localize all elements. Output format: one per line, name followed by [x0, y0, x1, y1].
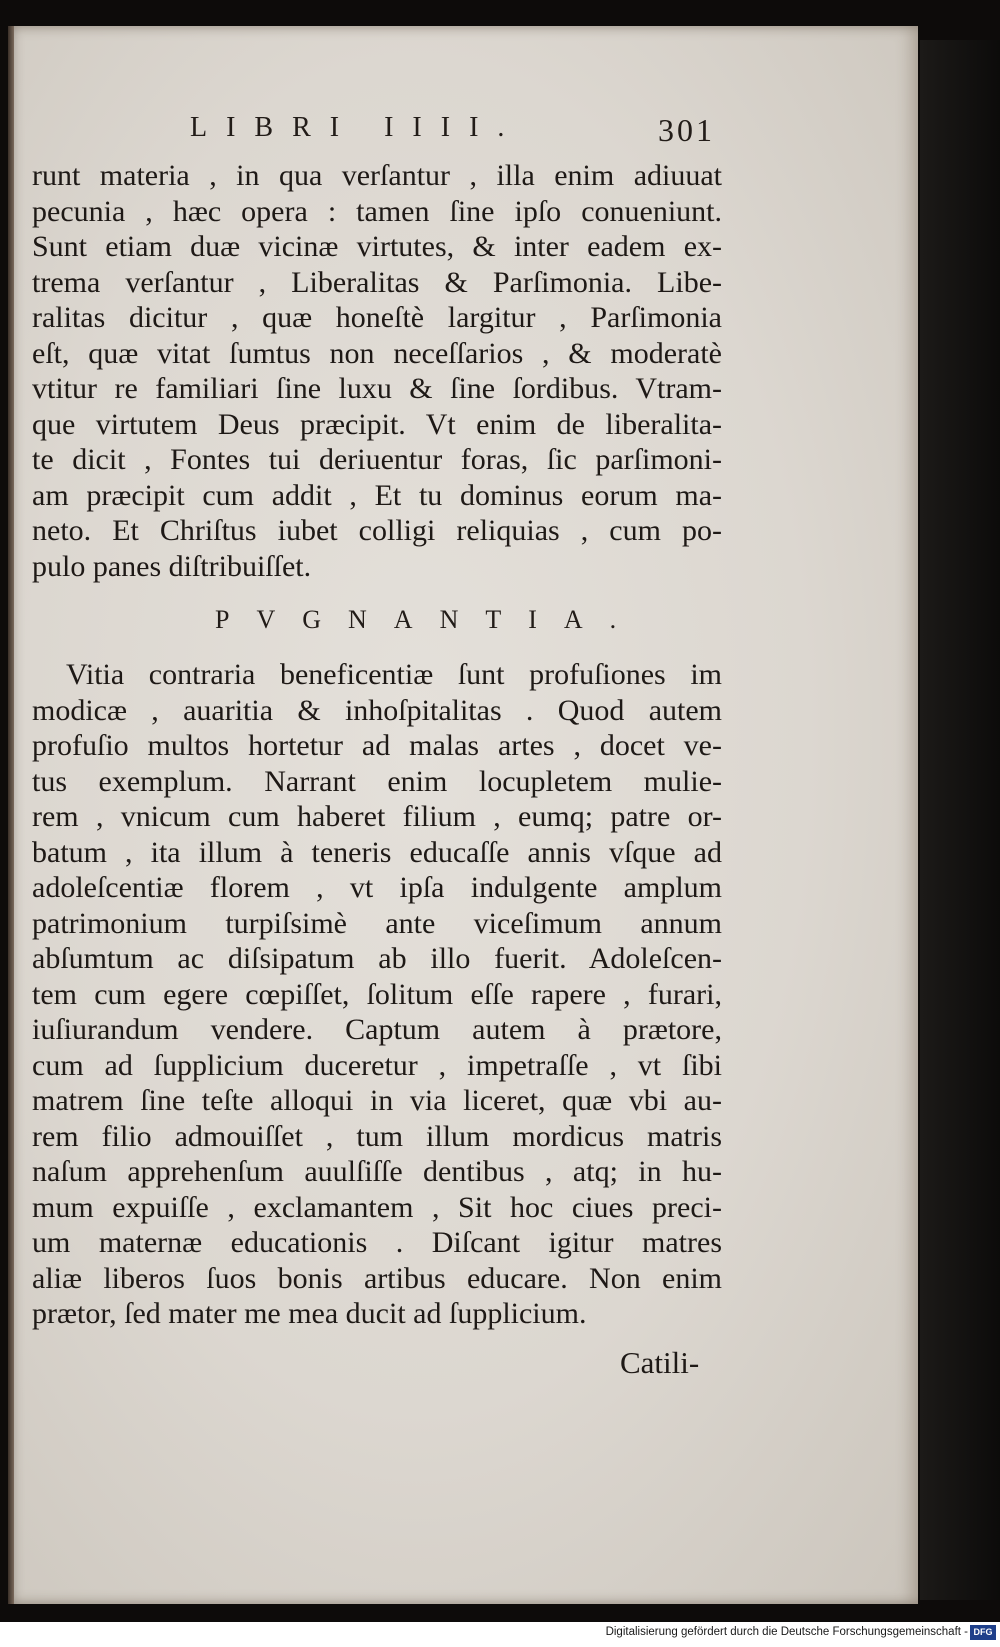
- text-line: tus exemplum. Narrant enim locupletem mulie-: [32, 764, 722, 798]
- text-line: adoleſcentiæ florem , vt ipſa indulgente amplum: [32, 871, 722, 904]
- text-line: runt materia , in qua verſantur , illa enim adiuuat: [32, 159, 722, 192]
- text-line: naſum apprehenſum auulſiſſe dentibus , atq; in hu-: [32, 1155, 722, 1188]
- text-line: ralitas dicitur , quæ honeſtè largitur , Parſimonia: [32, 301, 722, 334]
- book-edge-shadow: [920, 40, 1000, 1600]
- text-line: mum expuiſſe , exclamantem , Sit hoc ciues preci-: [32, 1190, 722, 1224]
- text-line: cum ad ſupplicium duceretur , impetraſſe , vt ſibi: [32, 1048, 722, 1082]
- text-line: Vitia contraria beneficentiæ ſunt profuſiones im: [66, 658, 722, 691]
- text-line: modicæ , auaritia & inhoſpitalitas . Quod autem: [32, 693, 722, 727]
- text-line: trema verſantur , Liberalitas & Parſimonia. Libe-: [32, 265, 722, 299]
- text-line: que virtutem Deus præcipit. Vt enim de liberalita-: [32, 407, 722, 441]
- section-heading: PVGNANTIA.: [215, 605, 644, 634]
- page-number: 301: [658, 112, 715, 148]
- dfg-logo: DFG: [970, 1625, 996, 1640]
- text-line: am præcipit cum addit , Et tu dominus eorum ma-: [32, 478, 722, 512]
- text-line: iuſiurandum vendere. Captum autem à prætore,: [32, 1013, 722, 1046]
- running-title: LIBRI IIII.: [190, 112, 524, 143]
- text-line: vtitur re familiari ſine luxu & ſine ſordibus. Vtram-: [32, 372, 722, 405]
- text-line: patrimonium turpiſsimè ante viceſimum annum: [32, 906, 722, 940]
- text-line: abſumtum ac diſsipatum ab illo fuerit. Adoleſcen-: [32, 942, 722, 975]
- page-gutter: [8, 26, 14, 1604]
- text-line: eſt, quæ vitat ſumtus non neceſſarios , & moderatè: [32, 336, 722, 370]
- funding-credit: Digitalisierung gefördert durch die Deutsche Forschungsgemeinschaft -: [605, 1626, 968, 1638]
- paragraph-two: [32, 657, 722, 1332]
- catchword: Catili-: [620, 1345, 700, 1380]
- text-line: pulo panes diſtribuiſſet.: [32, 549, 312, 583]
- text-line: prætor, ſed mater me mea ducit ad ſupplicium.: [32, 1297, 587, 1330]
- text-line: aliæ liberos ſuos bonis artibus educare. Non enim: [32, 1261, 722, 1295]
- text-line: te dicit , Fontes tui deriuentur foras, ſic parſimoni-: [32, 443, 722, 476]
- footer-bar: [0, 1622, 1000, 1647]
- text-line: profuſio multos hortetur ad malas artes , docet ve-: [32, 729, 722, 762]
- text-line: rem filio admouiſſet , tum illum mordicus matris: [32, 1119, 722, 1153]
- text-line: pecunia , hæc opera : tamen ſine ipſo conueniunt.: [32, 194, 722, 228]
- text-line: neto. Et Chriſtus iubet colligi reliquias , cum po-: [32, 514, 722, 547]
- text-line: rem , vnicum cum haberet filium , eumq; patre or-: [32, 800, 722, 833]
- text-line: matrem ſine teſte alloqui in via liceret, quæ vbi au-: [32, 1084, 722, 1117]
- text-line: tem cum egere cœpiſſet, ſolitum eſſe rapere , furari,: [32, 977, 722, 1011]
- running-header: [190, 112, 715, 152]
- paragraph-one: [32, 158, 722, 584]
- text-line: Sunt etiam duæ vicinæ virtutes, & inter eadem ex-: [32, 230, 722, 263]
- text-line: um maternæ educationis . Diſcant igitur matres: [32, 1226, 722, 1259]
- text-line: batum , ita illum à teneris educaſſe annis vſque ad: [32, 835, 722, 869]
